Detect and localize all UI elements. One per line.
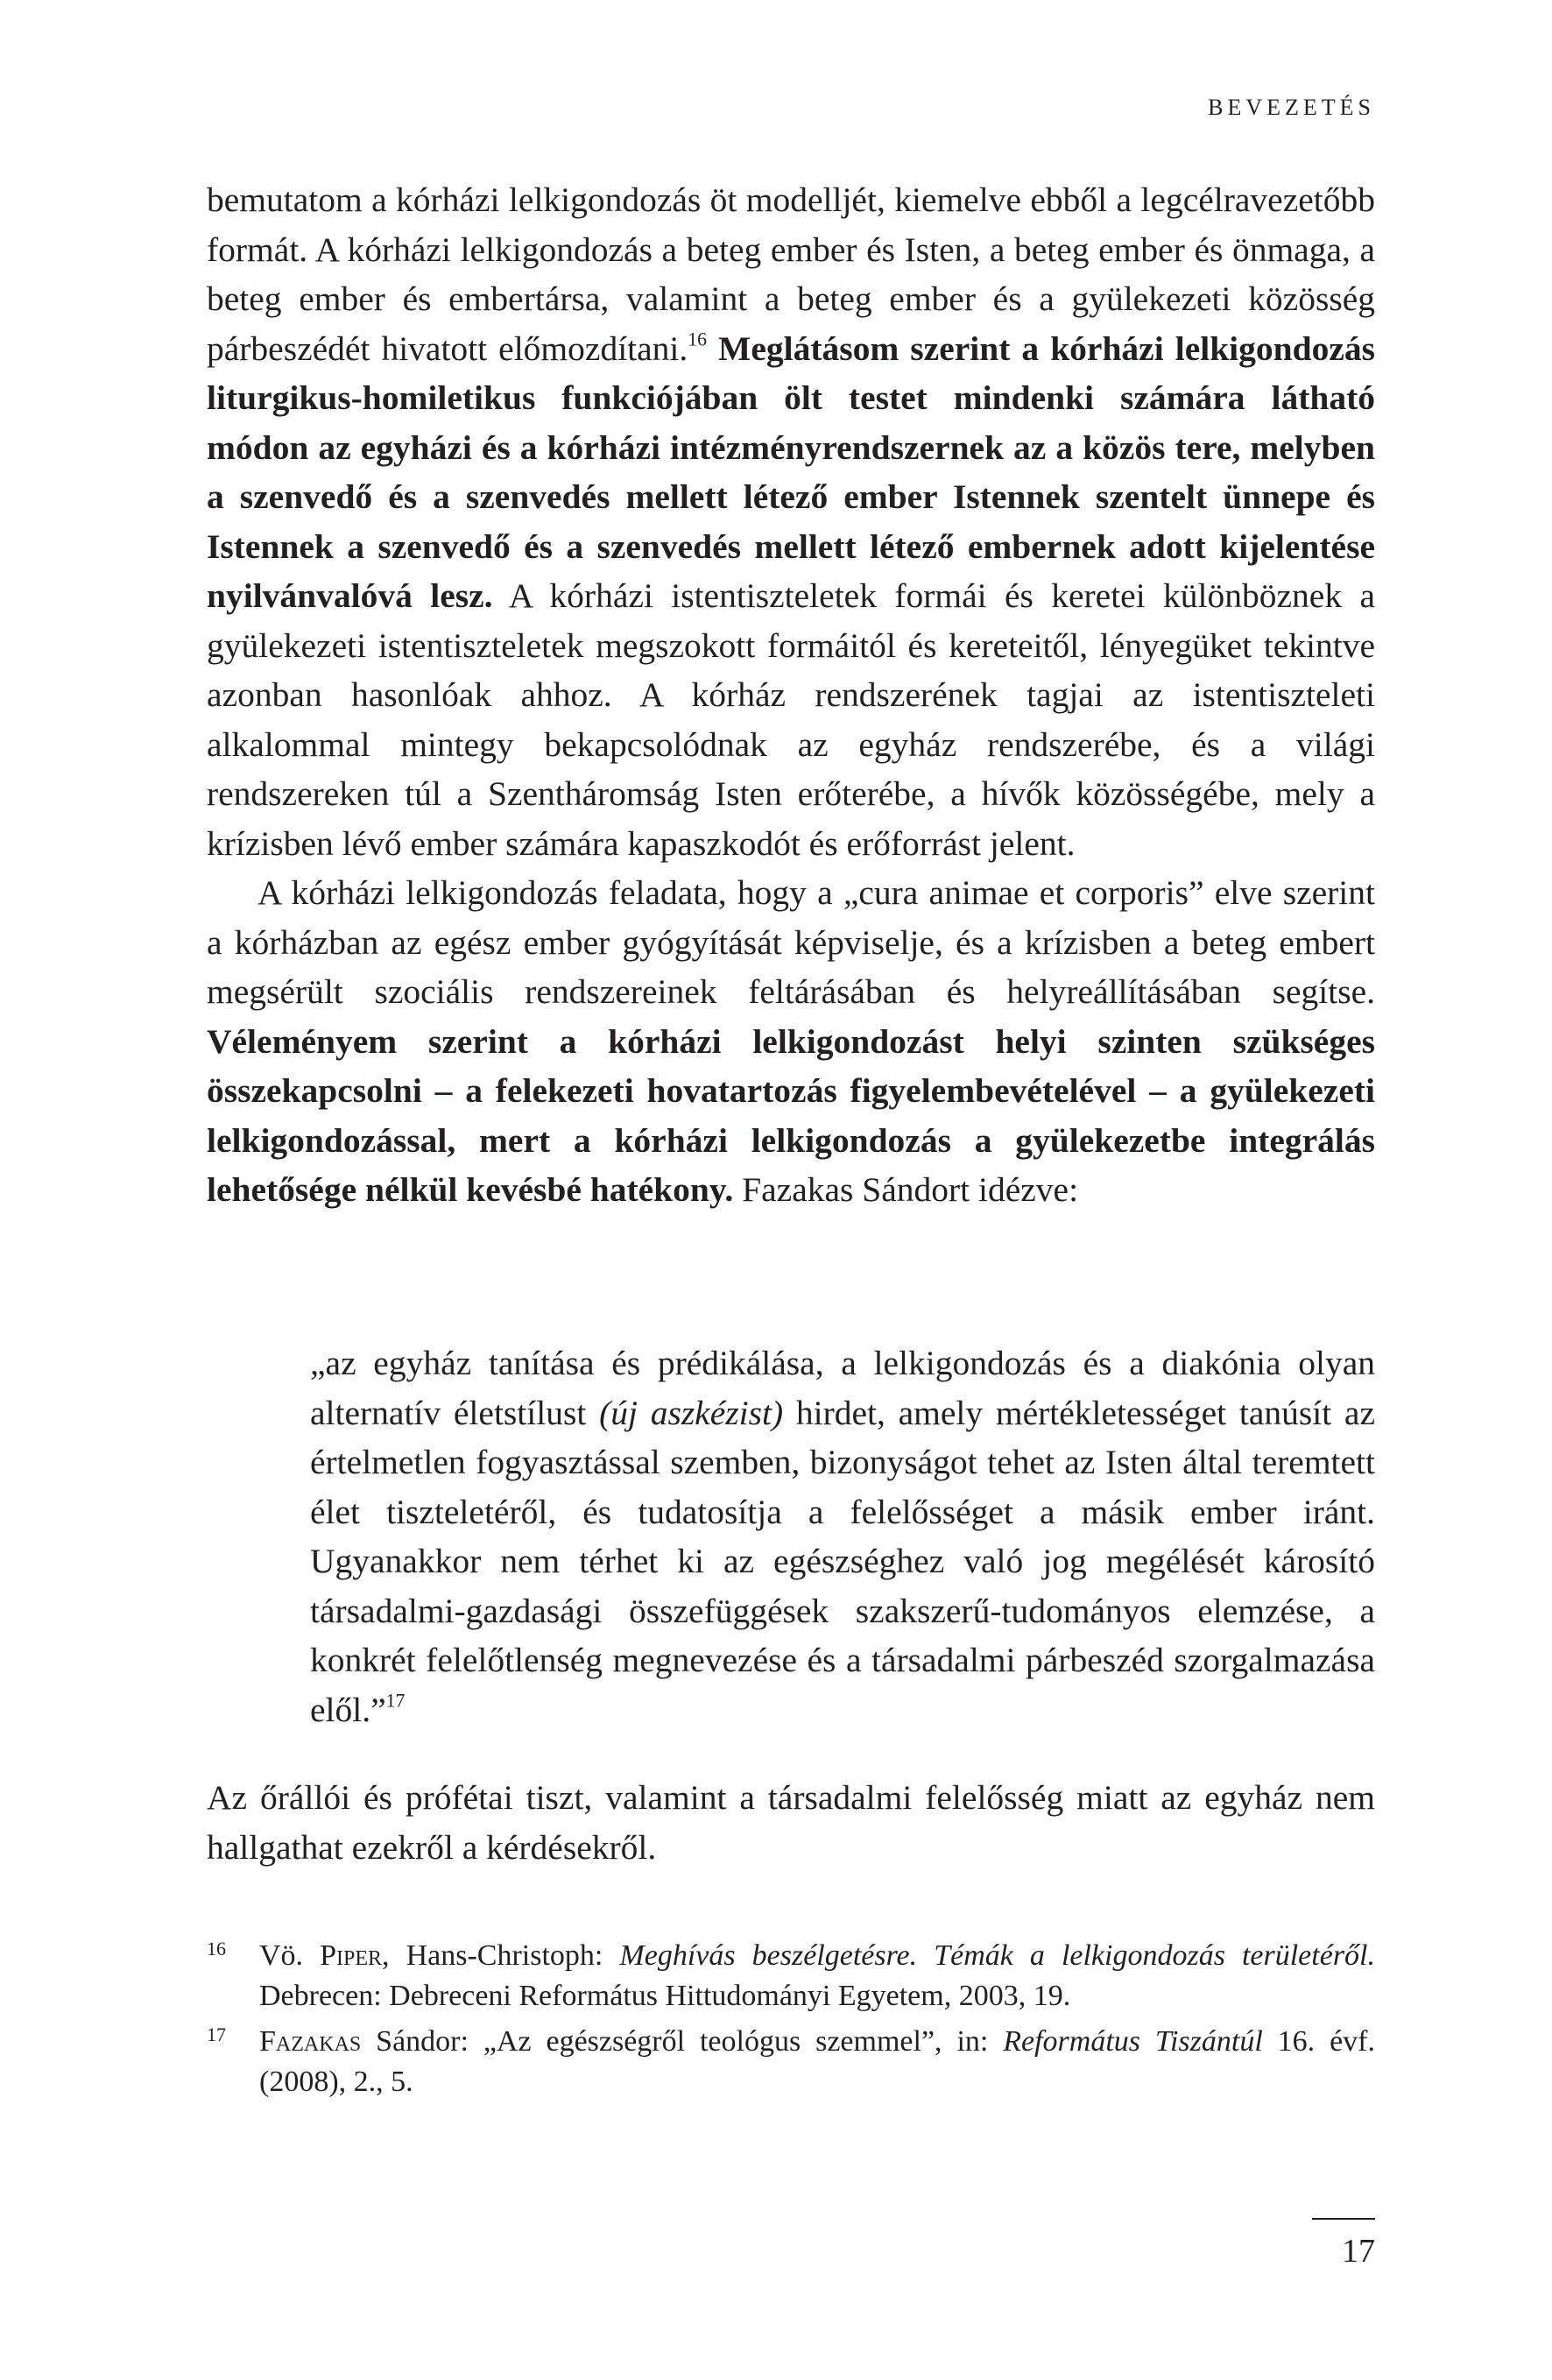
footnote-text: Vö. <box>259 1939 321 1972</box>
paragraph-1-bold-thesis: Meglátásom szerint a kórházi lelkigondozás liturgikus-homiletikus funkciójában ölt testet mindenki számára látható módon az egyházi és a kórházi intézményrendszernek az a közös tere, melyben a szenvedő és a szenvedés mellett létező ember Istennek szentelt ünnepe és Istennek a szenvedő és a szenvedés mellett létező embernek adott kijelentése nyilvánvalóvá lesz. <box>207 328 1375 615</box>
footnote-17 <box>207 2022 1375 2102</box>
paragraph-2-text-continued: Fazakas Sándort idézve: <box>733 1170 1079 1209</box>
footnotes <box>207 1936 1375 2108</box>
quote-italic: (új aszkézist) <box>599 1393 784 1432</box>
closing-text: Az őrállói és prófétai tiszt, valamint a társadalmi felelősség miatt az egyház nem hallgathat ezekről a kérdésekről. <box>207 1778 1375 1867</box>
footnote-title: Református Tiszántúl <box>1003 2025 1263 2058</box>
footnote-title: Meghívás beszélgetésre. Témák a lelkigondozás területéről. <box>619 1939 1375 1972</box>
paragraph-1 <box>207 175 1375 868</box>
closing-paragraph <box>207 1773 1375 1872</box>
footnote-author: Fazakas <box>259 2025 362 2058</box>
footnote-ref-17[interactable]: 17 <box>385 1690 406 1712</box>
page-number: 17 <box>1342 2233 1375 2270</box>
footnote-text: Sándor: „Az egészségről teológus szemmel”, in: <box>361 2025 1004 2058</box>
quote-text-continued: hirdet, amely mértékletességet tanúsít az értelmetlen fogyasztással szemben, bizonyságot tehet az Isten által teremtett élet tiszteletéről, és tudatosítja a felelősséget a másik ember iránt. Ugyanakkor nem térhet ki az egészséghez való jog megélését károsító társadalmi-gazdasági összefüggések szakszerű-tudományos elemzése, a konkrét felelőtlenség megnevezése és a társadalmi párbeszéd szorgalmazása elől.” <box>310 1393 1375 1729</box>
quote-text: „az egyház tanítása és prédikálása, a lelkigondozás és a diakónia olyan alternatív életstílust <box>310 1344 1375 1432</box>
footnote-16 <box>207 1936 1375 2016</box>
block-quote-paragraph <box>310 1338 1375 1734</box>
main-text <box>207 175 1375 1215</box>
running-head: BEVEZETÉS <box>1208 95 1375 120</box>
folio-rule <box>1312 2218 1375 2220</box>
footnote-number: 17 <box>207 2023 226 2045</box>
footnote-author: Piper <box>320 1939 383 1972</box>
paragraph-1-text-continued: A kórházi istentiszteletek formái és keretei különböznek a gyülekezeti istentiszteletek megszokott formáitól és kereteitől, lényegüket tekintve azonban hasonlóak ahhoz. A kórház rendszerének tagjai az istentiszteleti alkalommal mintegy bekapcsolódnak az egyház rendszerébe, és a világi rendszereken túl a Szentháromság Isten erőterébe, a hívők közösségébe, mely a krízisben lévő ember számára kapaszkodót és erőforrást jelent. <box>207 576 1375 863</box>
paragraph-2-bold-thesis: Véleményem szerint a kórházi lelkigondozást helyi szinten szükséges összekapcsolni – a felekezeti hovatartozás figyelembevételével – a gyülekezeti lelkigondozással, mert a kórházi lelkigondozás a gyülekezetbe integrálás lehetősége nélkül kevésbé hatékony. <box>207 1021 1375 1209</box>
footnote-number: 16 <box>207 1938 226 1960</box>
paragraph-2-text: A kórházi lelkigondozás feladata, hogy a „cura animae et corporis” elve szerint a kórházban az egész ember gyógyítását képviselje, és a krízisben a beteg embert megsérült szociális rendszereinek feltárásában és helyreállításában segítse. <box>207 873 1375 1011</box>
footnote-text: , Hans-Christoph: <box>382 1939 620 1972</box>
paragraph-2 <box>207 868 1375 1215</box>
footnote-ref-16[interactable]: 16 <box>688 328 707 350</box>
footnote-text: 16. évf. (2008), 2., 5. <box>259 2025 1375 2098</box>
footnote-text: Debrecen: Debreceni Református Hittudományi Egyetem, 2003, 19. <box>259 1980 1071 2012</box>
paragraph-1-text: bemutatom a kórházi lelkigondozás öt modelljét, kiemelve ebből a legcélravezetőbb formát. A kórházi lelkigondozás a beteg ember és Isten, a beteg ember és önmaga, a beteg ember és embertársa, valamint a beteg ember és a gyülekezeti közösség párbeszédét hivatott előmozdítani. <box>207 180 1375 368</box>
block-quote <box>310 1338 1375 1734</box>
